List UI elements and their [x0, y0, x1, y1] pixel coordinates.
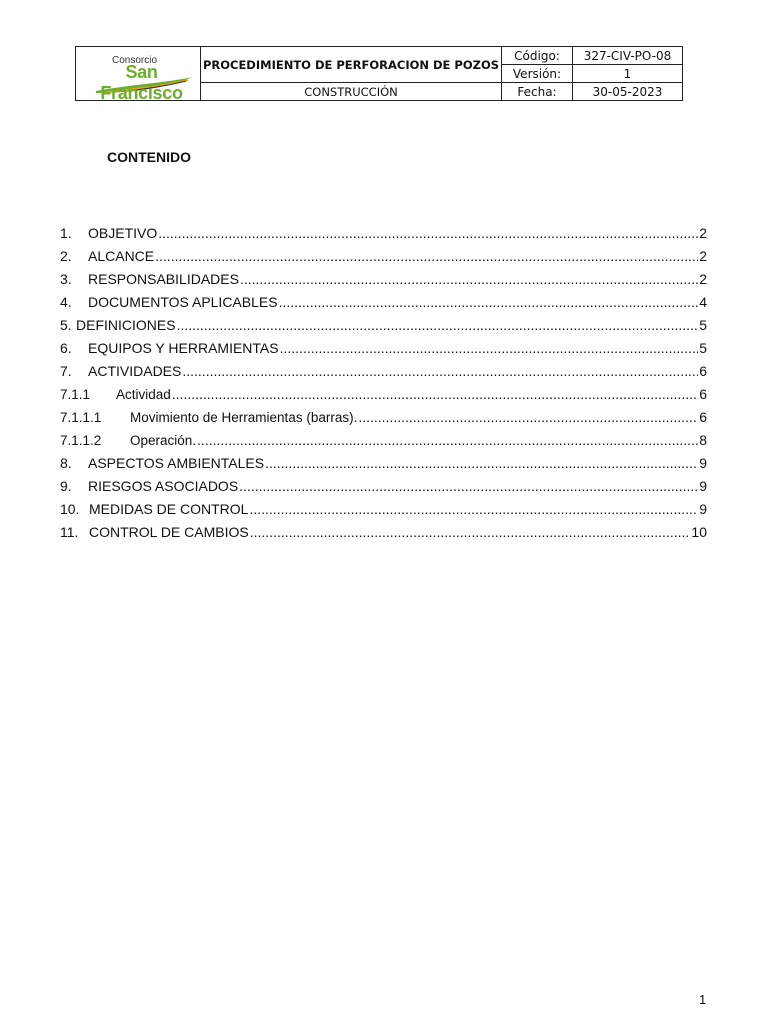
toc-leader-dots [280, 337, 699, 360]
toc-leader-dots [279, 291, 699, 314]
toc-entry-text: CONTROL DE CAMBIOS [89, 524, 249, 540]
toc-entry-number: 7. [60, 363, 72, 379]
toc-entry-number: 2. [60, 248, 72, 264]
toc-entry-text: MEDIDAS DE CONTROL [89, 501, 249, 517]
table-of-contents [60, 222, 707, 544]
toc-leader-dots [182, 360, 698, 383]
toc-leader-dots [240, 268, 698, 291]
toc-entry-operacion[interactable] [60, 429, 707, 452]
toc-entry-number: 3. [60, 271, 72, 287]
toc-entry-text: Actividad [116, 387, 171, 402]
toc-entry-documentos[interactable] [60, 291, 707, 314]
toc-leader-dots [158, 222, 698, 245]
toc-entry-page: 6 [699, 386, 707, 402]
toc-leader-dots [172, 383, 698, 406]
toc-entry-page: 9 [699, 501, 707, 517]
toc-entry-page: 5 [699, 340, 707, 356]
logo-small-text: Consorcio [112, 55, 158, 66]
toc-entry-alcance[interactable] [60, 245, 707, 268]
toc-entry-page: 9 [699, 455, 707, 471]
toc-entry-number: 7.1.1.1 [60, 410, 102, 425]
toc-entry-number: 7.1.1.2 [60, 433, 102, 448]
toc-entry-page: 6 [699, 409, 707, 425]
document-title: PROCEDIMIENTO DE PERFORACION DE POZOS [201, 47, 502, 83]
toc-leader-dots [239, 475, 698, 498]
toc-entry-page: 2 [699, 248, 707, 264]
toc-entry-text: Operación. [130, 433, 197, 448]
date-value: 30-05-2023 [573, 83, 683, 101]
toc-entry-page: 10 [691, 524, 707, 540]
toc-entry-number: 8. [60, 455, 72, 471]
toc-entry-text: RESPONSABILIDADES [88, 271, 239, 287]
toc-entry-text: Movimiento de Herramientas (barras). [130, 410, 358, 425]
toc-leader-dots [250, 521, 691, 544]
toc-entry-control-cambios[interactable] [60, 521, 707, 544]
toc-entry-aspectos[interactable] [60, 452, 707, 475]
toc-entry-equipos[interactable] [60, 337, 707, 360]
toc-entry-number: 1. [60, 225, 72, 241]
toc-entry-text: ACTIVIDADES [88, 363, 182, 379]
version-value: 1 [573, 65, 683, 83]
toc-entry-page: 5 [699, 317, 707, 333]
toc-entry-page: 6 [699, 363, 707, 379]
toc-entry-number: 5. [60, 317, 72, 333]
toc-entry-actividad[interactable] [60, 383, 707, 406]
logo-brand-text: San Francisco [100, 62, 183, 103]
toc-entry-number: 10. [60, 501, 80, 517]
version-label: Versión: [502, 65, 573, 83]
toc-leader-dots [249, 498, 698, 521]
code-value: 327-CIV-PO-08 [573, 47, 683, 65]
toc-entry-page: 4 [699, 294, 707, 310]
toc-leader-dots [197, 429, 698, 452]
toc-entry-text: DOCUMENTOS APLICABLES [88, 294, 278, 310]
toc-entry-riesgos[interactable] [60, 475, 707, 498]
toc-title: CONTENIDO [107, 149, 191, 165]
toc-entry-text: RIESGOS ASOCIADOS [88, 478, 239, 494]
toc-leader-dots [177, 314, 699, 337]
department-label: CONSTRUCCIÓN [201, 83, 502, 101]
toc-entry-number: 11. [60, 524, 79, 540]
toc-entry-definiciones[interactable] [60, 314, 707, 337]
toc-entry-actividades[interactable] [60, 360, 707, 383]
page-number: 1 [699, 992, 707, 1007]
logo-cell [76, 47, 201, 101]
code-label: Código: [502, 47, 573, 65]
toc-entry-number: 7.1.1 [60, 387, 91, 402]
toc-leader-dots [358, 406, 698, 429]
toc-entry-number: 9. [60, 478, 72, 494]
document-header [75, 46, 683, 101]
toc-entry-page: 9 [699, 478, 707, 494]
toc-entry-objetivo[interactable] [60, 222, 707, 245]
toc-entry-number: 6. [60, 340, 72, 356]
toc-leader-dots [265, 452, 698, 475]
toc-entry-text: OBJETIVO [88, 225, 158, 241]
toc-entry-medidas[interactable] [60, 498, 707, 521]
toc-entry-movimiento[interactable] [60, 406, 707, 429]
company-logo [76, 47, 200, 103]
toc-entry-text: EQUIPOS Y HERRAMIENTAS [88, 340, 279, 356]
toc-leader-dots [155, 245, 698, 268]
toc-entry-text: ASPECTOS AMBIENTALES [88, 455, 265, 471]
toc-entry-number: 4. [60, 294, 72, 310]
toc-entry-responsabilidades[interactable] [60, 268, 707, 291]
toc-entry-page: 2 [699, 225, 707, 241]
date-label: Fecha: [502, 83, 573, 101]
toc-entry-text: ALCANCE [88, 248, 155, 264]
toc-entry-page: 2 [699, 271, 707, 287]
toc-entry-text: DEFINICIONES [76, 317, 176, 333]
toc-entry-page: 8 [699, 432, 707, 448]
